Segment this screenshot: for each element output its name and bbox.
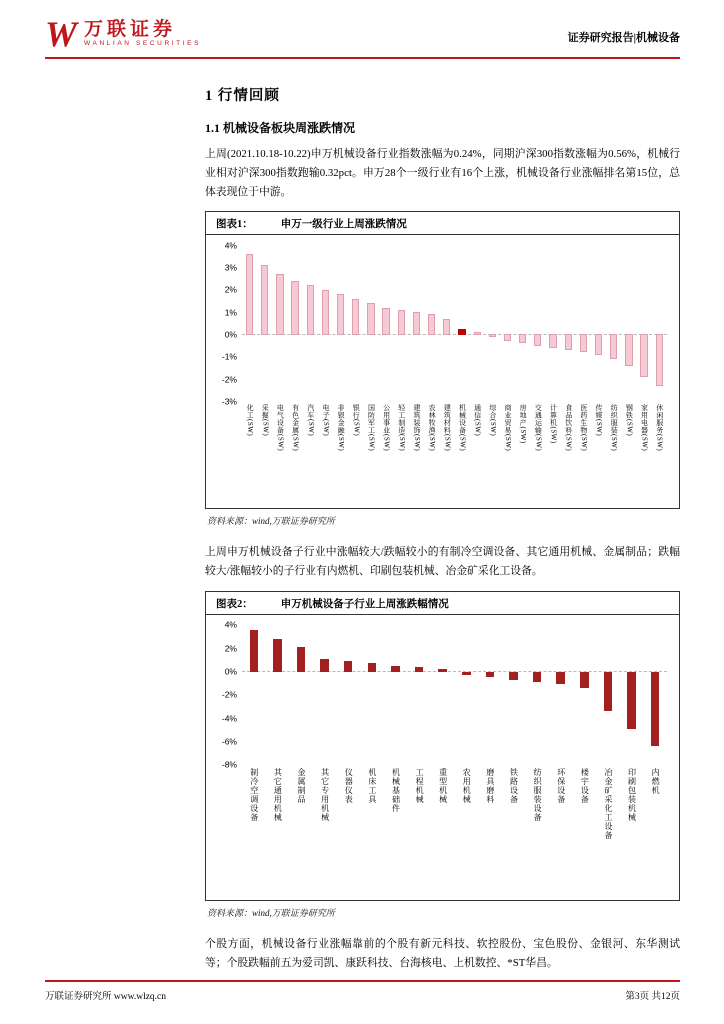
bar-column (272, 245, 287, 401)
figure-2-title-row (206, 592, 679, 615)
figure-1-y-axis (212, 240, 242, 407)
x-axis-label (257, 404, 272, 502)
bar-电气设备(SW) (276, 274, 283, 334)
bar-机床工具 (368, 663, 376, 671)
x-axis-label-text: 电子(SW) (321, 404, 330, 437)
bar-电子(SW) (322, 290, 329, 335)
bar-column (318, 245, 333, 401)
x-axis-label (643, 768, 667, 894)
x-axis-label (620, 768, 644, 894)
bar-工程机械 (415, 667, 423, 672)
x-axis-label-text: 食品饮料(SW) (564, 404, 573, 452)
bar-column (242, 625, 266, 765)
bar-column (242, 245, 257, 401)
x-axis-label-text: 建筑装饰(SW) (412, 404, 421, 452)
x-axis-label (289, 768, 313, 894)
bar-重型机械 (438, 669, 446, 671)
x-axis-label-text: 楼宇设备 (580, 767, 590, 804)
y-axis-tick: -6% (221, 736, 237, 747)
bar-column (407, 625, 431, 765)
bar-印刷包装机械 (627, 672, 635, 729)
x-axis-label (525, 768, 549, 894)
x-axis-label-text: 其它通用机械 (273, 767, 283, 822)
y-axis-tick: 4% (224, 240, 237, 251)
x-axis-label-text: 汽车(SW) (306, 404, 315, 437)
bar-column (643, 625, 667, 765)
x-axis-label (573, 768, 597, 894)
y-axis-tick: 2% (224, 643, 237, 653)
bar-通信(SW) (474, 332, 481, 334)
company-logo (45, 14, 202, 54)
figure-1-source: 资料来源：wind,万联证券研究所 (207, 516, 335, 527)
figure-2 (205, 591, 680, 901)
bar-医药生物(SW) (580, 334, 587, 352)
x-axis-label-text: 机械基础件 (391, 767, 401, 813)
x-axis-label-text: 内燃机 (651, 767, 661, 795)
x-axis-label-text: 有色金属(SW) (291, 404, 300, 452)
bar-交通运输(SW) (534, 334, 541, 345)
x-axis-label-text: 银行(SW) (352, 404, 361, 437)
x-axis-label (502, 768, 526, 894)
bar-column (502, 625, 526, 765)
bar-纺织服装设备 (533, 672, 541, 683)
bar-column (470, 245, 485, 401)
x-axis-label-text: 纺织服装(SW) (610, 404, 619, 452)
bar-column (500, 245, 515, 401)
x-axis-label-text: 冶金矿采化工设备 (603, 767, 613, 840)
figure-1-title-row (206, 212, 679, 235)
x-axis-label-text: 仪器仪表 (344, 767, 354, 804)
paragraph-market-review: 上周(2021.10.18-10.22)申万机械设备行业指数涨幅为0.24%，同期沪深300指数涨幅为0.56%，机械行业相对沪深300指数跑输0.32pct。申万28个一级行业有16个上涨，机械设备行业涨幅排名第15位，总体表现位于中游。 (205, 148, 680, 198)
x-axis-label (439, 404, 454, 502)
bar-column (288, 245, 303, 401)
bar-column (360, 625, 384, 765)
bar-休闲服务(SW) (656, 334, 663, 385)
bar-内燃机 (651, 672, 659, 747)
x-axis-label-text: 电气设备(SW) (276, 404, 285, 452)
x-axis-label-text: 休闲服务(SW) (655, 404, 664, 452)
figure-2-axis-spacer (212, 765, 242, 894)
figure-2-label: 图表2： (216, 598, 253, 610)
x-axis-label (545, 404, 560, 502)
x-axis-label (318, 404, 333, 502)
bar-column (525, 625, 549, 765)
logo-company-name-en: WANLIAN SECURITIES (84, 40, 202, 48)
x-axis-label (409, 404, 424, 502)
bar-column (530, 245, 545, 401)
figure-1-bar-chart (206, 235, 679, 508)
x-axis-label-text: 环保设备 (556, 767, 566, 804)
paragraph-stock-movers: 个股方面，机械设备行业涨幅靠前的个股有新元科技、软控股份、宝色股份、金银河、东华测试等；个股跌幅前五为爱司凯、康跃科技、台海核电、上机数控、*ST华昌。 (205, 937, 680, 969)
x-axis-label (576, 404, 591, 502)
x-axis-label (652, 404, 667, 502)
figure-1-x-axis (212, 401, 667, 502)
x-axis-label (621, 404, 636, 502)
bar-计算机(SW) (549, 334, 556, 347)
figure-2-source: 资料来源：wind,万联证券研究所 (207, 907, 335, 918)
bar-家用电器(SW) (640, 334, 647, 376)
bar-column (336, 625, 360, 765)
x-axis-label (336, 768, 360, 894)
bar-公用事业(SW) (382, 308, 389, 335)
x-axis-label (303, 404, 318, 502)
x-axis-label-text: 制冷空调设备 (249, 767, 259, 822)
logo-text (84, 20, 201, 48)
bar-column (257, 245, 272, 401)
bar-钢铁(SW) (625, 334, 632, 365)
y-axis-tick: 4% (224, 619, 237, 630)
x-axis-label-text: 其它专用机械 (320, 767, 330, 822)
bar-冶金矿采化工设备 (604, 672, 612, 712)
x-axis-label-text: 印刷包装机械 (627, 767, 637, 822)
bar-column (573, 625, 597, 765)
y-axis-tick: -2% (221, 689, 237, 700)
bar-纺织服装(SW) (610, 334, 617, 359)
x-axis-label (333, 404, 348, 502)
x-axis-label-text: 商业贸易(SW) (504, 404, 512, 452)
x-axis-label-text: 家用电器(SW) (640, 404, 649, 452)
figure-2-title: 申万机械设备子行业上周涨跌幅情况 (280, 598, 449, 610)
x-axis-label-text: 综合(SW) (488, 404, 497, 437)
bar-传媒(SW) (595, 334, 602, 354)
x-axis-label (454, 768, 478, 894)
bar-农用机械 (462, 672, 470, 676)
subsection-heading: 1.1 机械设备板块周涨跌情况 (205, 121, 356, 135)
x-axis-label-text: 传媒(SW) (595, 404, 604, 437)
x-axis-label (242, 768, 266, 894)
x-axis-label (561, 404, 576, 502)
x-axis-label-text: 采掘(SW) (261, 404, 270, 437)
bar-column (313, 625, 337, 765)
x-axis-label (394, 404, 409, 502)
logo-company-name: 万联证券 (84, 19, 177, 41)
figure-1-label: 图表1： (216, 219, 253, 231)
y-axis-tick: -1% (221, 351, 237, 362)
bar-其它专用机械 (320, 659, 328, 672)
x-axis-label-text: 机床工具 (367, 767, 377, 804)
bar-金属制品 (297, 647, 305, 672)
bar-轻工制造(SW) (398, 310, 405, 335)
bar-column (545, 245, 560, 401)
bar-column (454, 245, 469, 401)
bar-column (576, 245, 591, 401)
bar-column (549, 625, 573, 765)
x-axis-label (407, 768, 431, 894)
x-axis-label (636, 404, 651, 502)
x-axis-label-text: 农用机械 (462, 767, 472, 804)
bar-column (485, 245, 500, 401)
x-axis-label (591, 404, 606, 502)
bar-column (431, 625, 455, 765)
x-axis-label (606, 404, 621, 502)
y-axis-tick: -2% (221, 373, 237, 384)
logo-w-icon: W (45, 14, 78, 54)
bar-column (515, 245, 530, 401)
figure-1-bars (242, 245, 667, 401)
bar-column (561, 245, 576, 401)
x-axis-label (424, 404, 439, 502)
bar-column (652, 245, 667, 401)
x-axis-label (360, 768, 384, 894)
x-axis-label (478, 768, 502, 894)
report-type-tag: 证券研究报告|机械设备 (567, 32, 680, 45)
x-axis-label-text: 化工(SW) (246, 404, 255, 437)
y-axis-tick: 3% (224, 262, 237, 273)
figure-1-x-labels (242, 401, 667, 502)
bar-仪器仪表 (344, 661, 352, 672)
bar-房地产(SW) (519, 334, 526, 343)
bar-制冷空调设备 (250, 630, 258, 672)
y-axis-tick: 0% (224, 329, 237, 340)
y-axis-tick: 0% (224, 666, 237, 677)
main-content (205, 84, 680, 982)
bar-国防军工(SW) (367, 303, 374, 334)
x-axis-label (485, 404, 500, 502)
x-axis-label-text: 房地产(SW) (519, 404, 528, 445)
bar-农林牧渔(SW) (428, 314, 435, 334)
x-axis-label (454, 404, 469, 502)
figure-2-x-labels (242, 765, 667, 894)
bar-column (303, 245, 318, 401)
bar-column (289, 625, 313, 765)
y-axis-tick: -8% (221, 759, 237, 770)
x-axis-label (288, 404, 303, 502)
x-axis-label-text: 磨具磨料 (485, 767, 495, 804)
bar-column (454, 625, 478, 765)
bar-column (620, 625, 644, 765)
bar-机械设备(SW) (458, 329, 465, 334)
x-axis-label-text: 交通运输(SW) (534, 404, 543, 452)
bar-建筑材料(SW) (443, 319, 450, 335)
figure-1-title: 申万一级行业上周涨跌情况 (280, 219, 407, 231)
page-number: 第3页 共12页 (625, 992, 680, 1002)
figure-2-x-axis (212, 765, 667, 894)
x-axis-label (348, 404, 363, 502)
bar-column (596, 625, 620, 765)
bar-非银金融(SW) (337, 294, 344, 334)
bar-column (363, 245, 378, 401)
x-axis-label-text: 公用事业(SW) (382, 404, 391, 452)
x-axis-label-text: 计算机(SW) (549, 404, 558, 445)
y-axis-tick: -4% (221, 713, 237, 723)
bar-column (591, 245, 606, 401)
x-axis-label-text: 重型机械 (438, 767, 448, 804)
page-footer (45, 980, 680, 1002)
x-axis-label (363, 404, 378, 502)
figure-2-bars (242, 625, 667, 765)
bar-综合(SW) (489, 334, 496, 336)
y-axis-tick: 1% (224, 306, 237, 317)
bar-商业贸易(SW) (504, 334, 511, 341)
y-axis-tick: -3% (221, 396, 237, 407)
x-axis-label-text: 国防军工(SW) (367, 404, 376, 452)
x-axis-label (242, 404, 257, 502)
x-axis-label-text: 通信(SW) (473, 404, 482, 437)
bar-银行(SW) (352, 299, 359, 335)
figure-2-y-axis (212, 619, 242, 770)
bar-column (394, 245, 409, 401)
x-axis-label (272, 404, 287, 502)
x-axis-label (500, 404, 515, 502)
bar-column (348, 245, 363, 401)
section-heading: 1 行情回顾 (205, 88, 280, 104)
figure-1-axis-spacer (212, 401, 242, 502)
bar-环保设备 (556, 672, 564, 685)
figure-2-plot-area (212, 619, 667, 770)
figure-2-bar-chart (206, 615, 679, 900)
x-axis-label (313, 768, 337, 894)
x-axis-label (266, 768, 290, 894)
x-axis-label-text: 机械设备(SW) (458, 404, 467, 452)
x-axis-label (470, 404, 485, 502)
bar-column (384, 625, 408, 765)
x-axis-label (530, 404, 545, 502)
y-axis-tick: 2% (224, 284, 237, 295)
x-axis-label (515, 404, 530, 502)
bar-column (606, 245, 621, 401)
bar-汽车(SW) (307, 285, 314, 334)
bar-column (379, 245, 394, 401)
bar-楼宇设备 (580, 672, 588, 688)
bar-column (439, 245, 454, 401)
x-axis-label (549, 768, 573, 894)
bar-磨具磨料 (486, 672, 494, 678)
bar-column (266, 625, 290, 765)
paragraph-subsector-review: 上周申万机械设备子行业中涨幅较大/跌幅较小的有制冷空调设备、其它通用机械、金属制品；跌幅较大/涨幅较小的子行业有内燃机、印刷包装机械、冶金矿采化工设备。 (205, 546, 680, 578)
bar-有色金属(SW) (291, 281, 298, 334)
x-axis-label-text: 建筑材料(SW) (443, 404, 452, 452)
bar-食品饮料(SW) (565, 334, 572, 350)
bar-其它通用机械 (273, 639, 281, 672)
x-axis-label-text: 纺织服装设备 (533, 767, 543, 822)
x-axis-label-text: 钢铁(SW) (625, 404, 634, 437)
x-axis-label (379, 404, 394, 502)
bar-column (478, 625, 502, 765)
x-axis-label-text: 医药生物(SW) (579, 404, 588, 452)
bar-column (636, 245, 651, 401)
x-axis-label-text: 铁路设备 (509, 767, 519, 804)
figure-1-plot-area (212, 240, 667, 407)
x-axis-label-text: 金属制品 (297, 767, 307, 804)
x-axis-label (596, 768, 620, 894)
bar-column (424, 245, 439, 401)
bar-column (409, 245, 424, 401)
x-axis-label-text: 农林牧渔(SW) (428, 404, 437, 452)
bar-铁路设备 (509, 672, 517, 680)
bar-建筑装饰(SW) (413, 312, 420, 334)
x-axis-label (384, 768, 408, 894)
page-header (45, 14, 680, 59)
bar-column (333, 245, 348, 401)
footer-institute: 万联证券研究所 www.wlzq.cn (45, 992, 167, 1002)
bar-采掘(SW) (261, 265, 268, 334)
bar-化工(SW) (246, 254, 253, 334)
x-axis-label (431, 768, 455, 894)
x-axis-label-text: 工程机械 (415, 767, 425, 804)
bar-column (621, 245, 636, 401)
figure-1 (205, 211, 680, 509)
x-axis-label-text: 非银金融(SW) (337, 404, 346, 452)
bar-机械基础件 (391, 666, 399, 672)
x-axis-label-text: 轻工制造(SW) (397, 404, 406, 452)
